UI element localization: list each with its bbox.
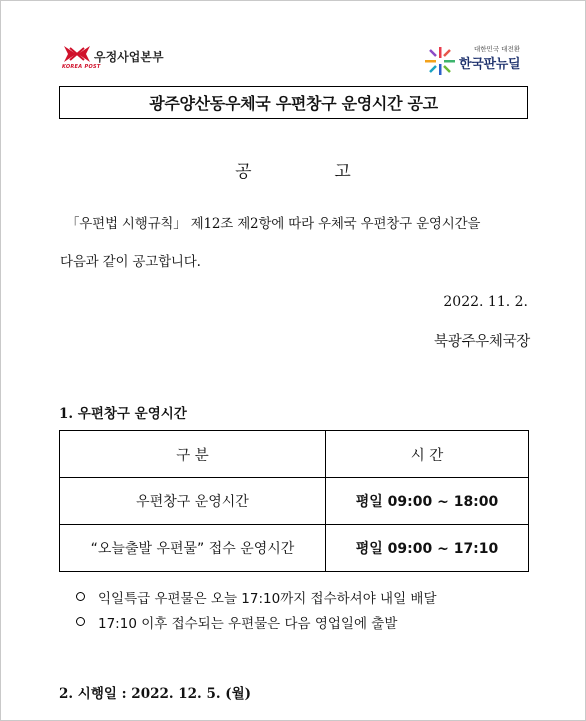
notice-heading <box>0 157 586 182</box>
table-row <box>60 478 529 525</box>
new-deal-star-icon <box>424 46 456 80</box>
section-2-title: 2. 시행일 : 2022. 12. 5. (월) <box>59 686 252 702</box>
body-line-2: 다음과 같이 공고합니다. <box>60 254 201 270</box>
notice-title: 광주양산동우체국 우편창구 운영시간 공고 <box>59 86 528 119</box>
table-header-category: 구 분 <box>60 431 326 478</box>
body-line-1: 「우편법 시행규칙」 제12조 제2항에 따라 우체국 우편창구 운영시간을 <box>66 216 481 232</box>
notice-signer: 북광주우체국장 <box>434 334 530 350</box>
table-cell-time: 평일 09:00 ~ 18:00 <box>326 478 529 525</box>
korea-post-logo <box>62 44 164 68</box>
korea-post-name: 우정사업본부 <box>94 49 164 64</box>
korea-post-sublabel: KOREA POST <box>62 64 101 70</box>
table-cell-time: 평일 09:00 ~ 17:10 <box>326 525 529 572</box>
operating-hours-table <box>59 430 529 572</box>
notice-date: 2022. 11. 2. <box>443 294 528 310</box>
circle-bullet-icon <box>76 617 85 626</box>
table-cell-category: “오늘출발 우편물” 접수 운영시간 <box>60 525 326 572</box>
heading-char-1: 공 <box>235 162 252 182</box>
table-header-time: 시 간 <box>326 431 529 478</box>
new-deal-name: 한국판뉴딜 <box>459 57 521 72</box>
section-1-title: 1. 우편창구 운영시간 <box>59 406 187 422</box>
table-row <box>60 525 529 572</box>
new-deal-tagline: 대한민국 대전환 <box>474 45 521 53</box>
heading-char-2: 고 <box>334 162 351 182</box>
list-item <box>76 609 437 634</box>
table-cell-category: 우편창구 운영시간 <box>60 478 326 525</box>
list-item <box>76 584 437 609</box>
note-text: 17:10 이후 접수되는 우편물은 다음 영업일에 출발 <box>98 615 398 632</box>
note-text: 익일특급 우편물은 오늘 17:10까지 접수하셔야 내일 배달 <box>98 590 437 607</box>
circle-bullet-icon <box>76 592 85 601</box>
table-header-row <box>60 431 529 478</box>
notes-list <box>76 584 437 634</box>
korea-post-emblem-icon <box>62 44 101 70</box>
